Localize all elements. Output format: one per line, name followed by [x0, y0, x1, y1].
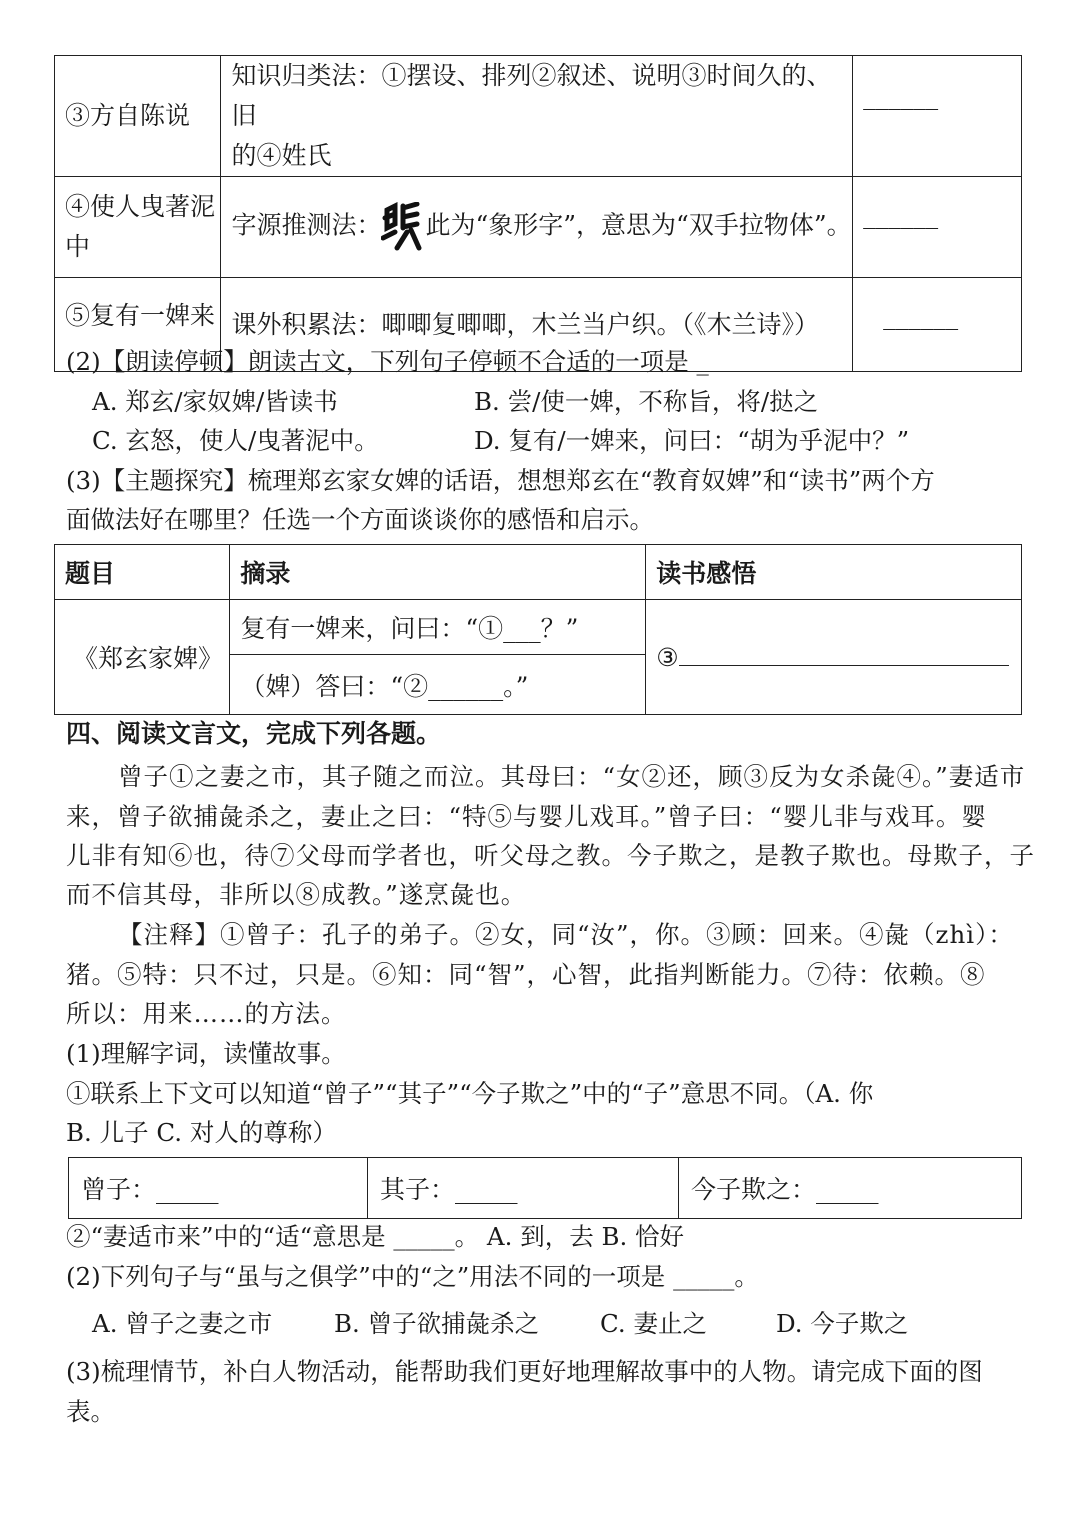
method-cell: 知识归类法：①摆设、排列②叙述、说明③时间久的、旧 的④姓氏 [221, 56, 853, 177]
word-cell: ⑤复有一婢来 [55, 278, 221, 372]
option-c[interactable]: C. 玄怒，使人/曳著泥中。 [92, 426, 379, 455]
answer-blank[interactable] [679, 665, 1009, 666]
question-4-1-sub1b: B. 儿子 C. 对人的尊称） [66, 1118, 337, 1147]
word-cell: ④使人曳著泥 中 [55, 177, 221, 278]
passage-line-4: 而不信其母，非所以⑧成教。”遂烹彘也。 [66, 880, 527, 909]
cell-zengzi[interactable]: 曾子：_____ [69, 1158, 368, 1219]
insight-cell[interactable]: ③ [646, 600, 1022, 715]
section-4-heading: 四、阅读文言文，完成下列各题。 [66, 719, 442, 748]
option-d[interactable]: D. 今子欺之 [776, 1309, 909, 1338]
answer-cell[interactable]: ______ [853, 56, 1022, 177]
passage-line-3: 儿非有知⑥也，待⑦父母而学者也，听父母之教。今子欺之，是教子欺也。母欺子，子 [66, 841, 1035, 870]
word-meaning-table [54, 55, 1022, 372]
option-c[interactable]: C. 妻止之 [600, 1309, 707, 1338]
question-2-stem: (2)【朗读停顿】朗读古文，下列句子停顿不合适的一项是 _ [66, 347, 709, 376]
table-row [55, 56, 1022, 177]
question-4-1-stem: (1)理解字词，读懂故事。 [66, 1039, 346, 1068]
excerpt-2[interactable]: （婢）答曰：“②______。” [230, 655, 646, 715]
option-b[interactable]: B. 尝/使一婢，不称旨，将/挞之 [474, 387, 819, 416]
notes-line-1: 【注释】①曾子：孔子的弟子。②女，同“汝”，你。③顾：回来。④彘（zhì）： [118, 920, 1014, 949]
zi-meaning-table [68, 1157, 1022, 1219]
answer-cell[interactable]: ______ [853, 278, 1022, 372]
theme-table [54, 544, 1022, 715]
excerpt-1[interactable]: 复有一婢来，问曰：“①___？” [230, 600, 646, 655]
word-cell: ③方自陈说 [55, 56, 221, 177]
question-4-1-sub2: ②“妻适市来”中的“适“意思是 _____。 A. 到，去 B. 恰好 [66, 1222, 685, 1251]
article-title: 《郑玄家婢》 [55, 600, 230, 715]
cell-jinzi[interactable]: 今子欺之：_____ [679, 1158, 1022, 1219]
method-cell: 字源推测法： 此为“象形字”，意思为“双手拉物体”。 [221, 177, 853, 278]
table-row [69, 1158, 1022, 1219]
question-3-line2: 面做法好在哪里？任选一个方面谈谈你的感悟和启示。 [66, 505, 654, 534]
table-row [55, 177, 1022, 278]
header-excerpt: 摘录 [230, 545, 646, 600]
question-4-3-line2: 表。 [66, 1397, 115, 1426]
notes-line-2: 猪。⑤特：只不过，只是。⑥知：同“智”，心智，此指判断能力。⑦待：依赖。⑧ [66, 960, 986, 989]
header-title: 题目 [55, 545, 230, 600]
question-4-3-line1: (3)梳理情节，补白人物活动，能帮助我们更好地理解故事中的人物。请完成下面的图 [66, 1357, 983, 1386]
table-row [55, 600, 1022, 655]
option-b[interactable]: B. 曾子欲捕彘杀之 [334, 1309, 540, 1338]
question-3-line1: (3)【主题探究】梳理郑玄家女婢的话语，想想郑玄在“教育奴婢”和“读书”两个方 [66, 466, 935, 495]
method-cell: 课外积累法：唧唧复唧唧，木兰当户织。（《木兰诗》） [221, 278, 853, 372]
passage-line-1: 曾子①之妻之市，其子随之而泣。其母曰：“女②还，顾③反为女杀彘④。”妻适市 [118, 762, 1026, 791]
cell-qizi[interactable]: 其子：_____ [368, 1158, 679, 1219]
answer-cell[interactable]: ______ [853, 177, 1022, 278]
question-4-1-sub1a: ①联系上下文可以知道“曾子”“其子”“今子欺之”中的“子”意思不同。（A. 你 [66, 1079, 874, 1108]
notes-line-3: 所以：用来……的方法。 [66, 999, 347, 1028]
passage-line-2: 来，曾子欲捕彘杀之，妻止之曰：“特⑤与婴儿戏耳。”曾子曰：“婴儿非与戏耳。婴 [66, 802, 987, 831]
header-insight: 读书感悟 [646, 545, 1022, 600]
ancient-glyph-icon [381, 202, 425, 252]
option-a[interactable]: A. 郑玄/家奴婢/皆读书 [92, 387, 338, 416]
table-header-row [55, 545, 1022, 600]
option-d[interactable]: D. 复有/一婢来，问曰：“胡为乎泥中？” [474, 426, 910, 455]
question-4-2-stem: (2)下列句子与“虽与之俱学”中的“之”用法不同的一项是 _____。 [66, 1262, 759, 1291]
option-a[interactable]: A. 曾子之妻之市 [92, 1309, 273, 1338]
